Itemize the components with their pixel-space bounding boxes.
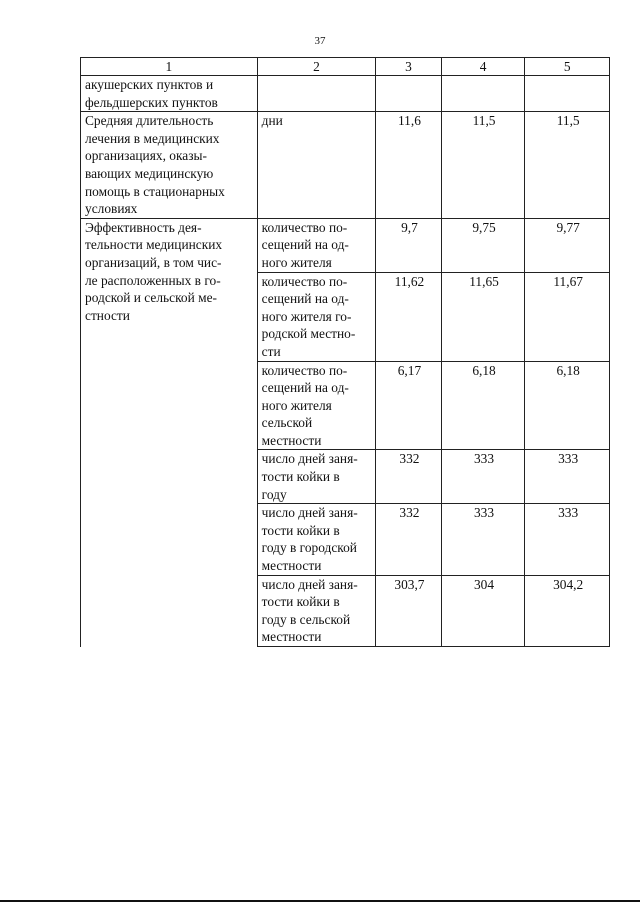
indicator-line: фельдшерских пунктов bbox=[85, 94, 218, 110]
column-header-4: 4 bbox=[441, 58, 525, 76]
indicator-cell bbox=[81, 218, 258, 646]
value-cell-4: 11,65 bbox=[441, 272, 525, 361]
value-cell-4: 11,5 bbox=[441, 112, 525, 219]
indicator-line: родской и сельской ме- bbox=[85, 290, 218, 306]
indicator-line: Средняя длительность bbox=[85, 113, 214, 129]
unit-cell bbox=[257, 76, 375, 112]
value-cell-3: 332 bbox=[376, 504, 442, 575]
unit-cell bbox=[257, 504, 375, 575]
table-row bbox=[81, 218, 610, 272]
unit-line: году в сельской bbox=[261, 611, 351, 627]
table-header-row bbox=[81, 58, 610, 76]
indicator-line: лечения в медицинских bbox=[85, 130, 220, 146]
indicator-line: стности bbox=[85, 307, 130, 323]
unit-line: тости койки в bbox=[261, 522, 340, 538]
value-cell-3: 11,6 bbox=[376, 112, 442, 219]
unit-line: родской местно- bbox=[261, 326, 356, 342]
page-number: 37 bbox=[314, 35, 326, 47]
unit-line: году в городской bbox=[261, 540, 357, 556]
unit-cell bbox=[257, 361, 375, 450]
value-cell-4: 333 bbox=[441, 450, 525, 504]
data-table bbox=[80, 57, 610, 647]
unit-line: количество по- bbox=[261, 219, 348, 235]
value-cell-5 bbox=[525, 76, 610, 112]
indicator-line: вающих медицинскую bbox=[85, 165, 214, 181]
unit-line: дни bbox=[261, 113, 283, 129]
value-cell-5: 333 bbox=[525, 450, 610, 504]
table-row bbox=[81, 112, 610, 219]
value-cell-4: 304 bbox=[441, 575, 525, 646]
column-header-5: 5 bbox=[525, 58, 610, 76]
unit-line: ного жителя bbox=[261, 254, 332, 270]
unit-line: число дней заня- bbox=[261, 505, 358, 521]
value-cell-3: 11,62 bbox=[376, 272, 442, 361]
indicator-line: Эффективность дея- bbox=[85, 219, 202, 235]
value-cell-3: 6,17 bbox=[376, 361, 442, 450]
unit-cell bbox=[257, 112, 375, 219]
unit-line: число дней заня- bbox=[261, 576, 358, 592]
value-cell-3: 303,7 bbox=[376, 575, 442, 646]
unit-cell bbox=[257, 218, 375, 272]
indicator-line: тельности медицинских bbox=[85, 237, 223, 253]
unit-line: тости койки в bbox=[261, 469, 340, 485]
unit-cell bbox=[257, 272, 375, 361]
column-header-1: 1 bbox=[81, 58, 258, 76]
unit-line: сещений на од- bbox=[261, 237, 349, 253]
unit-line: местности bbox=[261, 432, 322, 448]
value-cell-3: 9,7 bbox=[376, 218, 442, 272]
indicator-line: организаций, в том чис- bbox=[85, 254, 222, 270]
value-cell-5: 11,5 bbox=[525, 112, 610, 219]
indicator-line: помощь в стационарных bbox=[85, 183, 225, 199]
unit-line: число дней заня- bbox=[261, 451, 358, 467]
unit-line: сельской bbox=[261, 415, 313, 431]
value-cell-5: 11,67 bbox=[525, 272, 610, 361]
unit-line: сти bbox=[261, 343, 281, 359]
indicator-line: ле расположенных в го- bbox=[85, 272, 221, 288]
indicator-cell bbox=[81, 112, 258, 219]
value-cell-3 bbox=[376, 76, 442, 112]
unit-line: количество по- bbox=[261, 362, 348, 378]
unit-cell bbox=[257, 450, 375, 504]
scan-bottom-edge bbox=[0, 900, 640, 902]
value-cell-4: 6,18 bbox=[441, 361, 525, 450]
value-cell-4: 333 bbox=[441, 504, 525, 575]
value-cell-5: 6,18 bbox=[525, 361, 610, 450]
column-header-3: 3 bbox=[376, 58, 442, 76]
table-row bbox=[81, 76, 610, 112]
unit-line: тости койки в bbox=[261, 594, 340, 610]
indicator-line: условиях bbox=[85, 201, 138, 217]
value-cell-4: 9,75 bbox=[441, 218, 525, 272]
indicator-line: акушерских пунктов и bbox=[85, 77, 214, 92]
unit-line: ного жителя го- bbox=[261, 308, 352, 324]
indicator-cell bbox=[81, 76, 258, 112]
value-cell-4 bbox=[441, 76, 525, 112]
unit-line: сещений на од- bbox=[261, 291, 349, 307]
unit-line: году bbox=[261, 486, 287, 502]
indicator-line: организациях, оказы- bbox=[85, 148, 207, 164]
unit-cell bbox=[257, 575, 375, 646]
value-cell-5: 9,77 bbox=[525, 218, 610, 272]
unit-line: ного жителя bbox=[261, 397, 332, 413]
value-cell-5: 333 bbox=[525, 504, 610, 575]
unit-line: сещений на од- bbox=[261, 380, 349, 396]
unit-line: местности bbox=[261, 558, 322, 574]
value-cell-5: 304,2 bbox=[525, 575, 610, 646]
unit-line: количество по- bbox=[261, 273, 348, 289]
column-header-2: 2 bbox=[257, 58, 375, 76]
value-cell-3: 332 bbox=[376, 450, 442, 504]
unit-line: местности bbox=[261, 629, 322, 645]
